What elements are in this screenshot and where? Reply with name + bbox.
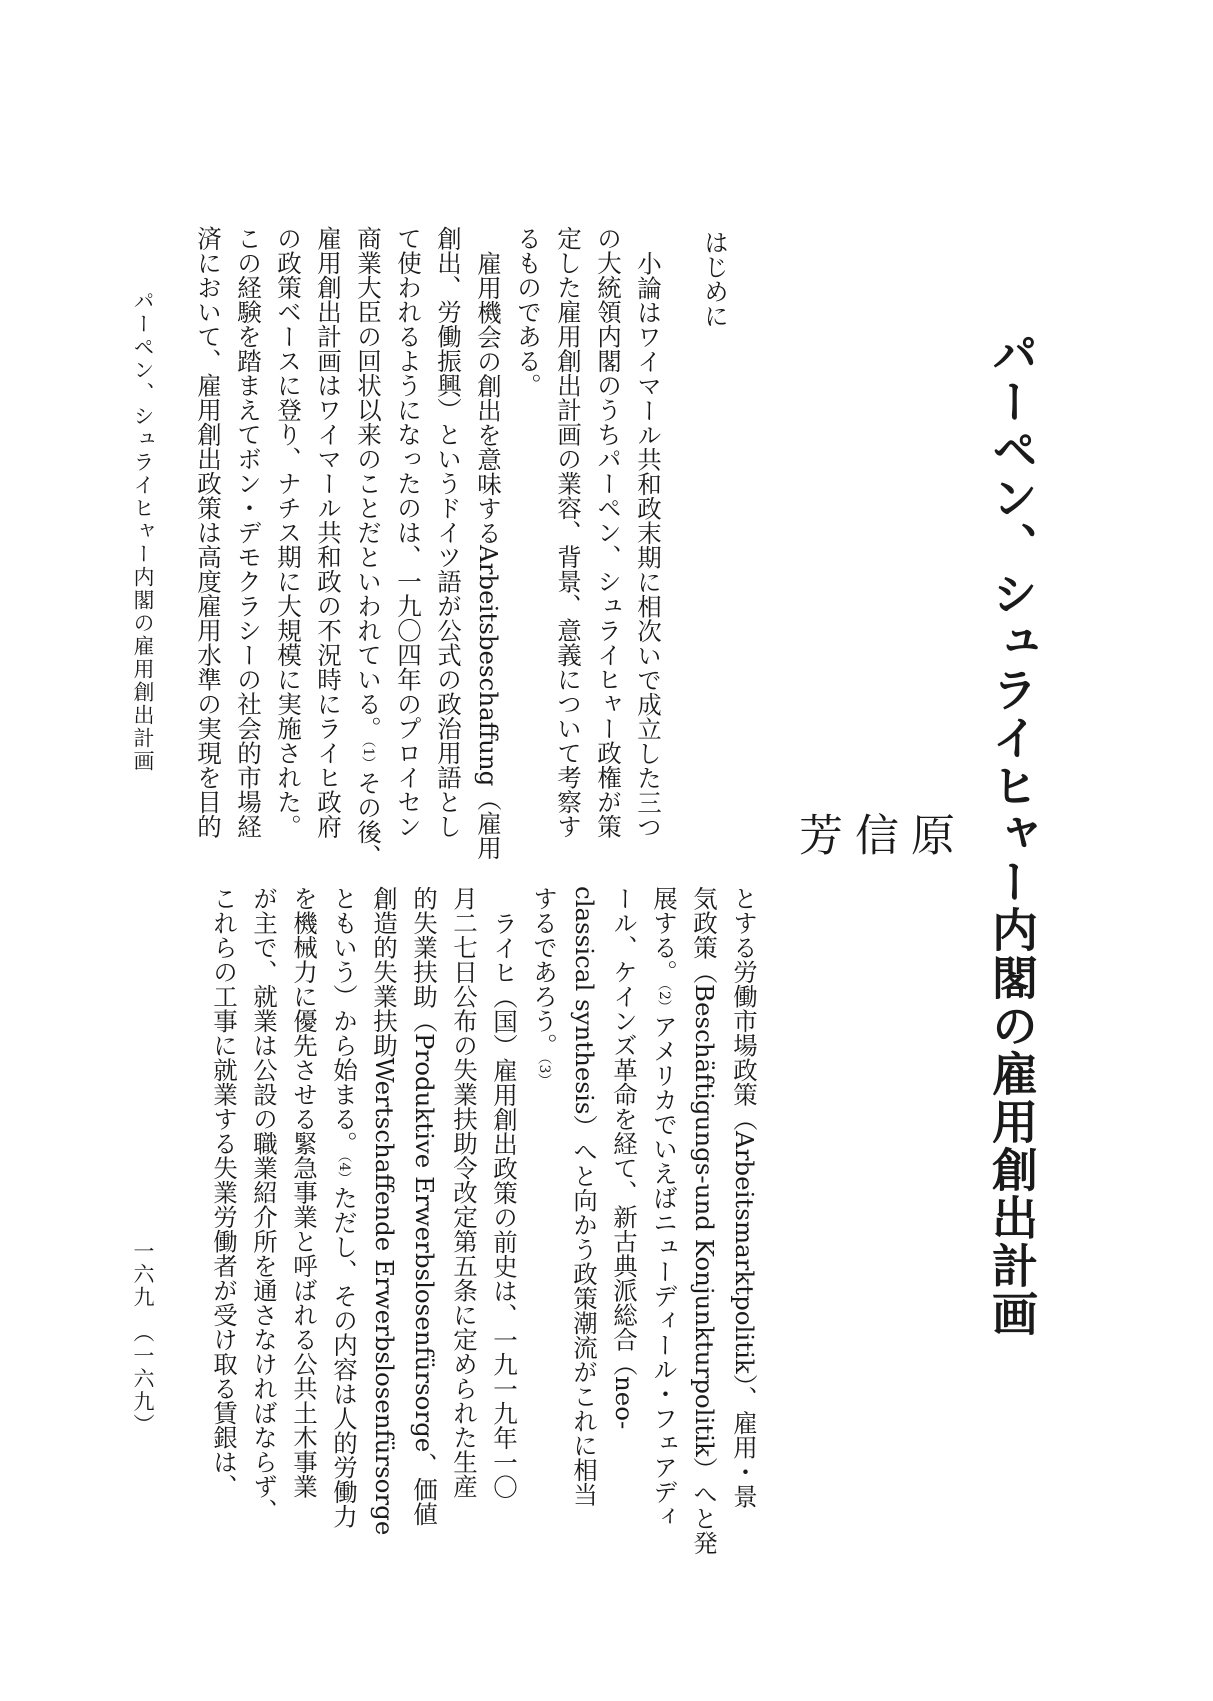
body-text: その後、 [354,770,383,869]
body-line: の大統領内閣のうちパーペン、シュライヒャー政権が策 [594,226,623,839]
body-line: 小論はワイマール共和政末期に相次いで成立した三つ [634,250,663,839]
body-line: 気政策（Beschäftigungs-und Konjunkturpolitik）へと発 [690,886,719,1555]
upper-body-text [180,226,668,869]
body-text: ただし、その内容は人的労働力 [330,1185,359,1529]
body-line-with-note [644,886,684,1529]
note-ref-1: （1） [360,740,376,771]
body-line: 的失業扶助（Produktive Erwerbslosenfürsorge、価値 [410,886,439,1526]
note-ref-2: （2） [656,984,672,1014]
body-text: ともいう）から始まる。 [330,886,359,1156]
body-text: するであろう。 [530,886,559,1058]
note-ref-4: （4） [336,1155,352,1186]
body-line: 雇用機会の創出を意味するArbeitsbeschaffung（雇用 [474,250,503,860]
article-title: パーペン、シュライヒャー内閣の雇用創出計画 [985,330,1039,1338]
body-line: 月二七日公布の失業扶助令改定第五条に定められた生産 [450,886,479,1499]
note-ref-3: （3） [536,1057,552,1088]
body-line-with-note [324,886,364,1529]
author-char-1: 原 [903,812,954,856]
author-char-2: 信 [847,812,898,856]
body-line: るものである。 [514,226,543,398]
section-heading: はじめに [701,230,730,328]
body-line: を機械力に優先させる緊急事業と呼ばれる公共土木事業 [290,886,319,1499]
body-line: ール、ケインズ革命を経て、新古典派総合（neo- [610,886,639,1430]
author-name [788,812,956,912]
body-text: 展する。 [650,886,679,984]
body-line: classical synthesis）へと向かう政策潮流がこれに相当 [570,886,599,1507]
body-line: この経験を踏まえてボン・デモクラシーの社会的市場経 [234,226,263,839]
body-text: アメリカでいえばニューディール・フェアディ [650,1013,679,1529]
body-line: これらの工事に就業する失業労働者が受け取る賃銀は、 [210,886,239,1499]
body-line-with-note [348,226,388,869]
body-line-with-note [524,886,564,1526]
body-line: とする労働市場政策（Arbeitsmarktpolitik）、雇用・景 [730,886,759,1509]
lower-body-text [180,886,764,1555]
body-line: ライヒ（国）雇用創出政策の前史は、一九一九年一〇 [490,910,519,1499]
running-head: パーペン、シュライヒャー内閣の雇用創出計画 [131,290,155,773]
body-line: が主で、就業は公設の職業紹介所を通さなければならず、 [250,886,279,1523]
body-line: て使われるようになったのは、一九〇四年のプロイセン [394,226,423,839]
body-line: 済において、雇用創出政策は高度雇用水準の実現を目的 [194,226,223,839]
body-line: 雇用創出計画はワイマール共和政の不況時にライヒ政府 [314,226,343,839]
body-text: 商業大臣の回状以来のことだといわれている。 [354,226,383,741]
page-number: 一六九 （一六九） [131,1240,155,1437]
body-line: の政策ベースに登り、ナチス期に大規模に実施された。 [274,226,303,839]
body-line: 創出、労働振興）というドイツ語が公式の政治用語とし [434,226,463,839]
author-char-3: 芳 [791,812,842,856]
body-line: 創造的失業扶助Wertschaffende Erwerbslosenfürsorge [370,886,399,1536]
body-line: 定した雇用創出計画の業容、背景、意義について考察す [554,226,583,839]
